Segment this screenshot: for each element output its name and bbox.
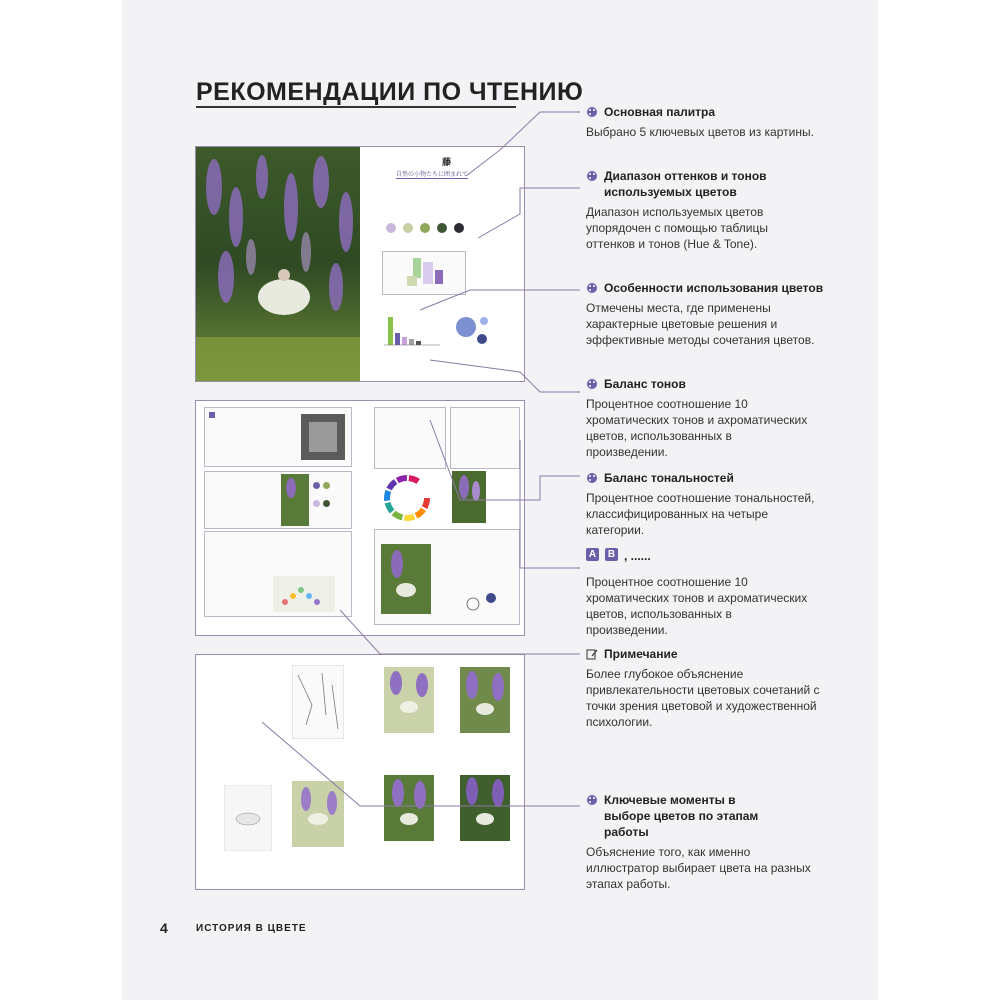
palette-icon [586,170,598,182]
note-body: Объяснение того, как именно иллюстратор выбирает цвета на разных этапах работы. [586,845,811,891]
page-number: 4 [160,920,168,936]
note-body: Отмечены места, где применены характерные цветовые решения и эффективные методы сочетания цветов. [586,301,815,347]
note-ab-sections [586,548,846,638]
note-pencil-icon [586,648,598,660]
note-body: Процентное соотношение 10 хроматических тонов и ахроматических цветов, использованных в произведении. [586,397,808,459]
note-title: Особенности использования цветов [604,281,824,295]
note-title: Баланс тональностей [604,471,734,485]
spread1-subheading: 自然の小物たちに囲まれて [396,169,468,179]
tag-a: A [586,548,599,561]
note-body: Более глубокое объяснение привлекательности цветовых сочетаний с точки зрения цветовой и художественной психологии. [586,667,820,729]
note-title: , ...... [624,549,651,563]
note-main-palette [586,104,846,140]
palette-icon [586,472,598,484]
note-body: Выбрано 5 ключевых цветов из картины. [586,125,814,139]
note-title: Диапазон оттенков и тонов используемых цветов [604,169,767,199]
note-title: Основная палитра [604,105,716,119]
page-title: РЕКОМЕНДАЦИИ ПО ЧТЕНИЮ [196,78,584,106]
palette-icon [586,106,598,118]
note-tonality-balance [586,470,846,538]
note-hue-tone-range [586,168,846,252]
tag-b: B [605,548,618,561]
book-title: ИСТОРИЯ В ЦВЕТЕ [196,923,307,934]
note-body: Диапазон используемых цветов упорядочен с помощью таблицы оттенков и тонов (Hue & Tone). [586,205,768,251]
note-title: Баланс тонов [604,377,686,391]
ab-badge-icon [586,548,846,564]
note-body: Процентное соотношение тональностей, классифицированных на четыре категории. [586,491,815,537]
palette-icon [586,794,598,806]
note-title: Ключевые моменты в выборе цветов по этапам работы [604,793,759,839]
note-remark [586,646,846,730]
note-color-features [586,280,846,348]
note-title: Примечание [604,647,678,661]
note-key-moments [586,792,846,892]
note-body: Процентное соотношение 10 хроматических тонов и ахроматических цветов, использованных в произведении. [586,575,808,637]
palette-icon [586,282,598,294]
note-tone-balance [586,376,846,460]
palette-icon [586,378,598,390]
spread1-heading: 藤 [442,157,452,167]
